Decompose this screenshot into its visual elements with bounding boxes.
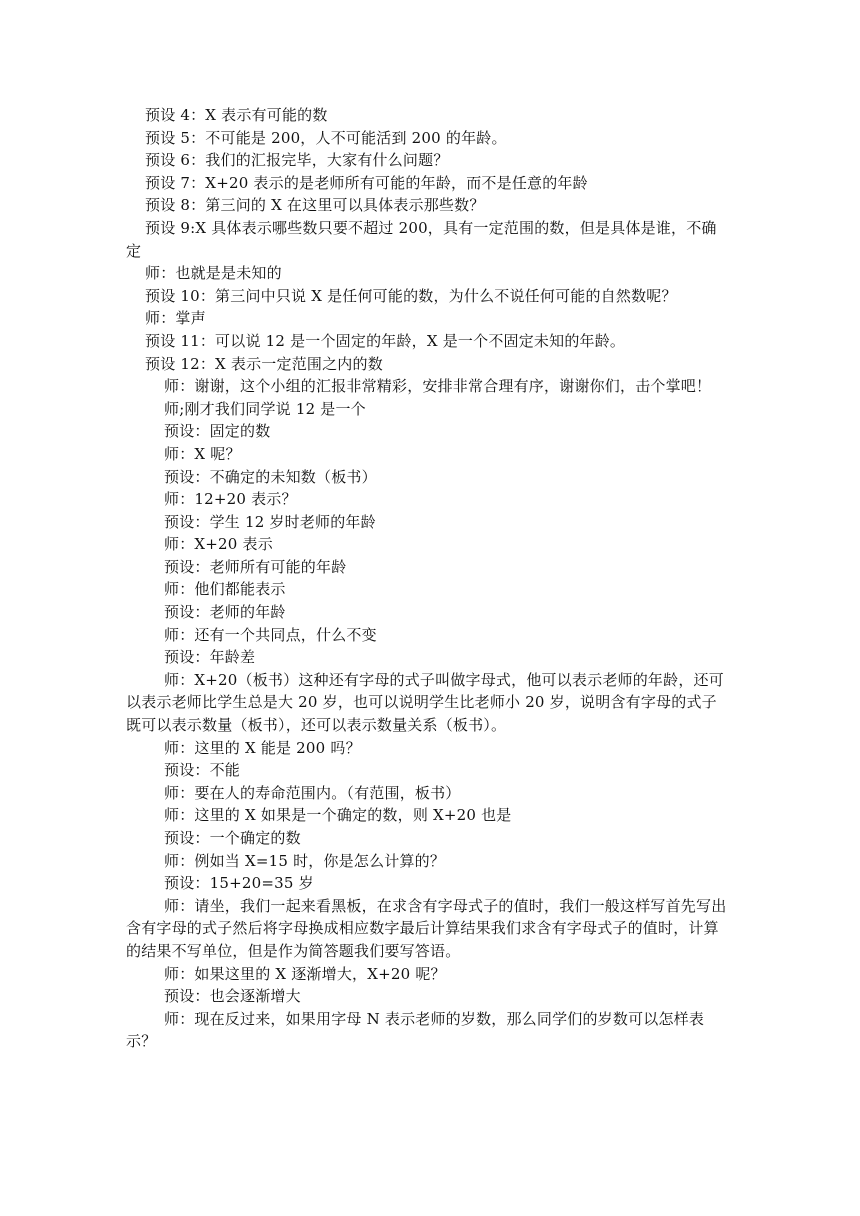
paragraph: 师：掌声 xyxy=(145,309,206,328)
paragraph: 师;刚才我们同学说 12 是一个 xyxy=(164,399,366,418)
paragraph: 预设 9:X 具体表示哪些数只要不超过 200，具有一定范围的数，但是具体是谁，不确定 xyxy=(126,218,717,260)
paragraph: 师：要在人的寿命范围内。（有范围，板书） xyxy=(164,783,461,802)
paragraph: 师：12+20 表示？ xyxy=(164,490,297,509)
paragraph: 预设 10：第三问中只说 X 是任何可能的数，为什么不说任何可能的自然数呢？ xyxy=(145,286,677,305)
paragraph: 预设：一个确定的数 xyxy=(164,829,301,847)
paragraph: 师：请坐，我们一起来看黑板，在求含有字母式子的值时，我们一般这样写首先写出含有字母的式子然后将字母换成相应数字最后计算结果我们求含有字母式子的值时，计算的结果不写单位，但是作为简答题我们要写答语。 xyxy=(126,896,727,960)
paragraph: 预设 7：X+20 表示的是老师所有可能的年龄，而不是任意的年龄 xyxy=(145,173,588,192)
paragraph: 预设：学生 12 岁时老师的年龄 xyxy=(164,512,376,531)
paragraph: 预设 12：X 表示一定范围之内的数 xyxy=(145,354,383,373)
paragraph: 师：这里的 X 如果是一个确定的数，则 X+20 也是 xyxy=(164,806,512,825)
paragraph: 预设：年龄差 xyxy=(164,648,256,667)
document-body xyxy=(126,104,730,1053)
paragraph: 预设 8：第三问的 X 在这里可以具体表示那些数？ xyxy=(145,196,485,215)
paragraph: 预设：老师所有可能的年龄 xyxy=(164,557,347,576)
paragraph: 师：如果这里的 X 逐渐增大，X+20 呢？ xyxy=(164,964,446,983)
paragraph: 师：还有一个共同点，什么不变 xyxy=(164,625,377,644)
paragraph: 师：X+20（板书）这种还有字母的式子叫做字母式，他可以表示老师的年龄，还可以表示老师比学生总是大 20 岁，也可以说明学生比老师小 20 岁，说明含有字母的式子既可以表示数量（板书），还可以表示数量关系（板书）。 xyxy=(126,670,724,735)
paragraph: 预设：固定的数 xyxy=(164,422,271,441)
paragraph: 预设 11：可以说 12 是一个固定的年龄，X 是一个不固定未知的年龄。 xyxy=(145,331,626,350)
paragraph: 预设 5：不可能是 200，人不可能活到 200 的年龄。 xyxy=(145,128,507,147)
paragraph: 师：例如当 X=15 时，你是怎么计算的？ xyxy=(164,851,446,870)
paragraph: 师：他们都能表示 xyxy=(164,580,286,599)
paragraph: 师：这里的 X 能是 200 吗？ xyxy=(164,738,361,757)
paragraph: 预设：老师的年龄 xyxy=(164,603,286,622)
paragraph: 预设 6：我们的汇报完毕，大家有什么问题？ xyxy=(145,151,449,170)
paragraph: 预设：不确定的未知数（板书） xyxy=(164,467,377,486)
paragraph: 师：也就是是未知的 xyxy=(145,264,282,283)
paragraph: 预设：15+20=35 岁 xyxy=(164,874,314,893)
paragraph: 预设：也会逐渐增大 xyxy=(164,987,301,1006)
paragraph: 师：谢谢，这个小组的汇报非常精彩，安排非常合理有序，谢谢你们，击个掌吧！ xyxy=(164,377,712,396)
paragraph: 师：X 呢？ xyxy=(164,444,241,463)
paragraph: 师：现在反过来，如果用字母 N 表示老师的岁数，那么同学们的岁数可以怎样表示？ xyxy=(126,1009,705,1051)
paragraph: 预设：不能 xyxy=(164,761,241,780)
paragraph: 预设 4：X 表示有可能的数 xyxy=(145,106,328,124)
paragraph: 师：X+20 表示 xyxy=(164,535,273,554)
